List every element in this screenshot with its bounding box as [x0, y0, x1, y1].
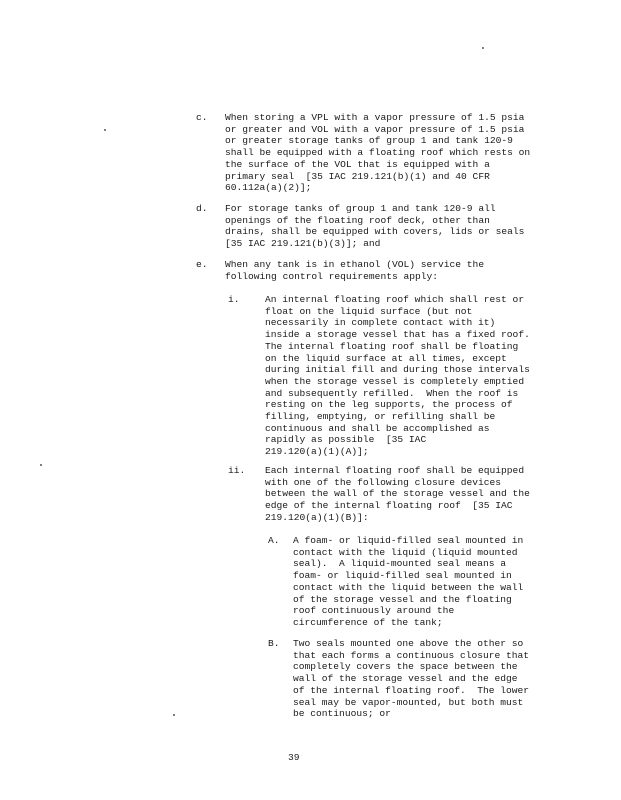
text-line: openings of the floating roof deck, other than — [225, 214, 490, 226]
text-line: resting on the leg supports, the process of — [265, 399, 513, 411]
text-line: drains, shall be equipped with covers, lids or seals — [225, 226, 525, 238]
text-line: or greater storage tanks of group 1 and tank 120-9 — [225, 135, 513, 147]
scan-speck — [482, 47, 484, 49]
text-line: the surface of the VOL that is equipped with a — [225, 158, 490, 170]
text-line: filling, emptying, or refilling shall be — [265, 411, 496, 423]
text-line: rapidly as possible [35 IAC — [265, 434, 427, 446]
paragraph-marker: d. — [196, 203, 208, 214]
page-number: 39 — [288, 752, 300, 763]
text-line: When storing a VPL with a vapor pressure of 1.5 psia — [225, 112, 525, 123]
text-line: of the storage vessel and the floating — [293, 593, 512, 605]
text-line: primary seal [35 IAC 219.121(b)(1) and 40 CFR — [225, 170, 490, 182]
paragraph-text — [293, 638, 529, 720]
text-line: or greater and VOL with a vapor pressure of 1.5 psia — [225, 123, 525, 135]
paragraph-marker: ii. — [228, 465, 246, 476]
paragraph-marker: A. — [268, 535, 280, 546]
text-line: circumference of the tank; — [293, 616, 443, 628]
paragraph-marker: B. — [268, 638, 280, 649]
text-line: of the internal floating roof. The lower — [293, 684, 530, 696]
text-line: An internal floating roof which shall rest or — [265, 294, 525, 305]
text-line: The internal floating roof shall be floating — [265, 340, 519, 352]
paragraph-marker: e. — [196, 259, 208, 270]
text-line: For storage tanks of group 1 and tank 120-9 all — [225, 203, 496, 214]
text-line: and subsequently refilled. When the roof is — [265, 387, 519, 399]
text-line: between the wall of the storage vessel and the — [265, 488, 530, 500]
text-line: Two seals mounted one above the other so — [293, 638, 524, 649]
paragraph-text — [265, 294, 530, 458]
paragraph-marker: i. — [228, 294, 240, 305]
text-line: When any tank is in ethanol (VOL) service the — [225, 259, 485, 270]
text-line: seal may be vapor-mounted, but both must — [293, 696, 524, 708]
text-line: following control requirements apply: — [225, 270, 439, 282]
paragraph-text — [225, 112, 530, 194]
text-line: continuous and shall be accomplished as — [265, 422, 490, 434]
text-line: edge of the internal floating roof [35 IAC — [265, 500, 513, 512]
text-line: 60.112a(a)(2)]; — [225, 182, 312, 194]
paragraph-text — [293, 535, 523, 629]
paragraph-marker: c. — [196, 112, 208, 123]
text-line: seal). A liquid-mounted seal means a — [293, 558, 507, 570]
text-line: [35 IAC 219.121(b)(3)]; and — [225, 238, 381, 250]
scan-speck — [173, 714, 175, 716]
text-line: contact with the liquid between the wall — [293, 581, 524, 593]
paragraph-text — [225, 259, 484, 282]
text-line: shall be equipped with a floating roof which rests on — [225, 147, 531, 159]
text-line: Each internal floating roof shall be equipped — [265, 465, 525, 476]
text-line: 219.120(a)(1)(A)]; — [265, 446, 369, 458]
text-line: float on the liquid surface (but not — [265, 305, 473, 317]
text-line: wall of the storage vessel and the edge — [293, 673, 518, 685]
text-line: when the storage vessel is completely emptied — [265, 375, 525, 387]
paragraph-text — [225, 203, 524, 250]
text-line: foam- or liquid-filled seal mounted in — [293, 570, 512, 582]
text-line: 219.120(a)(1)(B)]: — [265, 511, 369, 523]
text-line: A foam- or liquid-filled seal mounted in — [293, 535, 524, 546]
paragraph-text — [265, 465, 530, 524]
text-line: necessarily in complete contact with it) — [265, 317, 496, 329]
scan-speck — [104, 129, 106, 131]
text-line: roof continuously around the — [293, 605, 455, 617]
text-line: with one of the following closure devices — [265, 476, 502, 488]
text-line: during initial fill and during those intervals — [265, 364, 530, 376]
text-line: contact with the liquid (liquid mounted — [293, 546, 518, 558]
text-line: completely covers the space between the — [293, 661, 518, 673]
text-line: be continuous; or — [293, 708, 391, 720]
text-line: inside a storage vessel that has a fixed roof. — [265, 329, 530, 341]
text-line: on the liquid surface at all times, except — [265, 352, 507, 364]
text-line: that each forms a continuous closure that — [293, 649, 530, 661]
scan-speck — [40, 464, 42, 466]
